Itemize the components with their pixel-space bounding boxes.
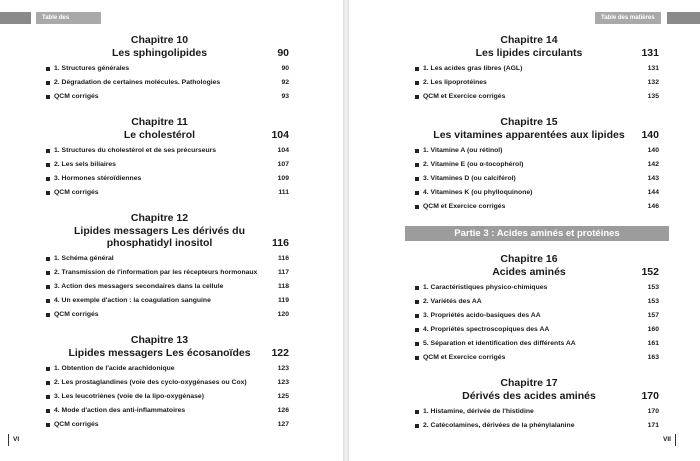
toc-entry-page: 143 bbox=[647, 175, 659, 182]
toc-entry[interactable] bbox=[415, 186, 659, 200]
toc-right bbox=[415, 34, 659, 445]
toc-entry-page: 123 bbox=[277, 379, 289, 386]
toc-entry-label: 3. Propriétés acido-basiques des AA bbox=[423, 312, 541, 319]
toc-entry-page: 142 bbox=[647, 161, 659, 168]
page-number: VI bbox=[8, 434, 19, 446]
toc-entry-page: 93 bbox=[281, 93, 289, 100]
toc-entry[interactable] bbox=[46, 280, 289, 294]
chapter-page-number: 131 bbox=[641, 47, 659, 59]
toc-entry-label: QCM et Exercice corrigés bbox=[423, 203, 506, 210]
chapter-number: Chapitre 11 bbox=[131, 116, 188, 128]
chapter-number: Chapitre 14 bbox=[500, 34, 558, 46]
toc-entry-page: 170 bbox=[647, 408, 659, 415]
toc-entry-page: 107 bbox=[277, 161, 289, 168]
toc-entry[interactable] bbox=[46, 144, 289, 158]
chapter-number: Chapitre 15 bbox=[500, 116, 558, 128]
toc-entry-label: QCM corrigés bbox=[54, 421, 99, 428]
toc-entry[interactable] bbox=[46, 76, 289, 90]
chapter-title-row bbox=[415, 390, 659, 402]
toc-entry-page: 132 bbox=[647, 79, 659, 86]
toc-entry-page: 153 bbox=[647, 284, 659, 291]
toc-entry-page: 92 bbox=[281, 79, 289, 86]
toc-entry-page: 118 bbox=[278, 283, 289, 290]
chapter-section bbox=[415, 116, 659, 214]
chapter-page-number: 170 bbox=[641, 390, 659, 402]
toc-entry-label: 4. Propriétés spectroscopiques des AA bbox=[423, 326, 550, 333]
chapter-section bbox=[46, 34, 289, 104]
toc-entry[interactable] bbox=[415, 281, 659, 295]
toc-entry-page: 163 bbox=[647, 354, 659, 361]
toc-entry[interactable] bbox=[415, 337, 659, 351]
toc-entry-label: 1. Schéma général bbox=[54, 255, 114, 262]
toc-entry-label: 1. Structures du cholestérol et de ses précurseurs bbox=[54, 147, 217, 154]
toc-entry-page: 104 bbox=[277, 147, 289, 154]
chapter-title-row bbox=[415, 47, 659, 59]
toc-entry-label: 2. Les prostaglandines (voie des cyclo-oxygénases ou Cox) bbox=[54, 379, 247, 386]
chapter-section bbox=[46, 212, 289, 322]
chapter-section bbox=[46, 334, 289, 432]
toc-entry[interactable] bbox=[46, 62, 289, 76]
toc-entry-page: 111 bbox=[278, 189, 289, 196]
chapter-title: Lipides messagers Les dérivés du bbox=[74, 225, 245, 237]
toc-entry-page: 119 bbox=[278, 297, 289, 304]
toc-entry[interactable] bbox=[415, 158, 659, 172]
chapter-page-number: 90 bbox=[277, 47, 289, 59]
toc-entry-label: QCM et Exercice corrigés bbox=[423, 354, 506, 361]
toc-entry[interactable] bbox=[415, 419, 659, 433]
chapter-title: Le cholestérol bbox=[123, 129, 196, 141]
toc-left bbox=[46, 34, 289, 444]
toc-entry[interactable] bbox=[46, 186, 289, 200]
toc-entry[interactable] bbox=[415, 76, 659, 90]
toc-entry[interactable] bbox=[415, 62, 659, 76]
toc-entry-page: 123 bbox=[277, 365, 289, 372]
chapter-section bbox=[415, 34, 659, 104]
toc-entry-label: 3. Hormones stéroïdiennes bbox=[54, 175, 142, 182]
toc-entry-page: 116 bbox=[278, 255, 289, 262]
toc-entry-page: 127 bbox=[277, 421, 289, 428]
chapter-page-number: 140 bbox=[641, 129, 659, 141]
toc-entry-label: 5. Séparation et identification des différents AA bbox=[423, 340, 576, 347]
toc-entry[interactable] bbox=[415, 200, 659, 214]
chapter-page-number: 116 bbox=[272, 237, 289, 249]
chapter-title-row bbox=[46, 347, 289, 359]
toc-entry[interactable] bbox=[46, 404, 289, 418]
toc-entry-label: QCM et Exercice corrigés bbox=[423, 93, 506, 100]
toc-entry[interactable] bbox=[415, 172, 659, 186]
toc-entry-page: 140 bbox=[647, 147, 659, 154]
toc-entry[interactable] bbox=[46, 158, 289, 172]
chapter-number: Chapitre 13 bbox=[130, 334, 189, 346]
chapter-section bbox=[46, 116, 289, 200]
toc-entry-label: 2. Les lipoprotéines bbox=[423, 79, 487, 86]
chapter-title-row bbox=[46, 237, 289, 249]
toc-entry-page: 160 bbox=[647, 326, 659, 333]
toc-entry[interactable] bbox=[46, 418, 289, 432]
toc-entry[interactable] bbox=[46, 172, 289, 186]
toc-entry-page: 109 bbox=[277, 175, 289, 182]
chapter-page-number: 152 bbox=[641, 266, 659, 278]
toc-entry[interactable] bbox=[46, 90, 289, 104]
chapter-title-row bbox=[415, 266, 659, 278]
toc-entry[interactable] bbox=[46, 294, 289, 308]
toc-entry-label: 2. Transmission de l'information par les récepteurs hormonaux bbox=[54, 269, 258, 276]
chapter-title: phosphatidyl inositol bbox=[106, 237, 213, 249]
chapter-number: Chapitre 10 bbox=[130, 34, 189, 46]
chapter-number: Chapitre 16 bbox=[500, 253, 558, 265]
chapter-title-row bbox=[46, 129, 289, 141]
chapter-title-row bbox=[46, 47, 289, 59]
toc-entry-label: 1. Histamine, dérivée de l'histidine bbox=[423, 408, 534, 415]
toc-entry-page: 125 bbox=[277, 393, 289, 400]
chapter-title: Lipides messagers Les écosanoïdes bbox=[68, 347, 251, 359]
toc-entry-page: 126 bbox=[277, 407, 289, 414]
chapter-title: Les lipides circulants bbox=[475, 47, 583, 59]
toc-entry-page: 161 bbox=[647, 340, 659, 347]
toc-entry-label: 1. Vitamine A (ou rétinol) bbox=[423, 147, 503, 154]
toc-entry-page: 90 bbox=[281, 65, 289, 72]
chapter-title: Acides aminés bbox=[492, 266, 566, 278]
toc-entry-label: 2. Variétés des AA bbox=[423, 298, 482, 305]
chapter-title: Les sphingolipides bbox=[111, 47, 208, 59]
part-banner: Partie 3 : Acides aminés et protéines bbox=[405, 226, 669, 241]
chapter-page-number: 104 bbox=[271, 129, 289, 141]
page-number: VII bbox=[663, 434, 676, 446]
chapter-title-row bbox=[415, 129, 659, 141]
toc-entry-label: 4. Vitamines K (ou phylloquinone) bbox=[423, 189, 533, 196]
toc-entry-label: 4. Un exemple d'action : la coagulation sanguine bbox=[54, 297, 211, 304]
toc-entry-page: 171 bbox=[647, 422, 659, 429]
toc-entry[interactable] bbox=[415, 323, 659, 337]
toc-entry-page: 131 bbox=[647, 65, 659, 72]
chapter-title: Les vitamines apparentées aux lipides bbox=[433, 129, 625, 141]
toc-entry-page: 135 bbox=[647, 93, 659, 100]
header-tab-decoration bbox=[667, 12, 700, 24]
toc-entry-label: 2. Dégradation de certaines molécules. Pathologies bbox=[54, 79, 221, 86]
running-header: Table des matières bbox=[595, 12, 661, 24]
toc-entry-page: 120 bbox=[277, 311, 289, 318]
toc-entry-label: 1. Caractéristiques physico-chimiques bbox=[423, 284, 548, 291]
toc-entry-label: 2. Catécolamines, dérivées de la phénylalanine bbox=[423, 422, 575, 429]
toc-entry-label: QCM corrigés bbox=[54, 311, 99, 318]
toc-entry[interactable] bbox=[415, 295, 659, 309]
toc-entry-page: 117 bbox=[278, 269, 289, 276]
toc-entry-label: 3. Action des messagers secondaires dans la cellule bbox=[54, 283, 224, 290]
toc-entry-label: 1. Les acides gras libres (AGL) bbox=[423, 65, 523, 72]
toc-entry-label: 2. Vitamine E (ou α-tocophérol) bbox=[423, 161, 524, 168]
chapter-section bbox=[415, 377, 659, 433]
toc-entry-page: 144 bbox=[647, 189, 659, 196]
chapter-number: Chapitre 17 bbox=[500, 377, 558, 389]
toc-entry-page: 146 bbox=[647, 203, 659, 210]
toc-entry[interactable] bbox=[46, 376, 289, 390]
toc-entry-label: 3. Vitamines D (ou calciférol) bbox=[423, 175, 516, 182]
toc-entry[interactable] bbox=[415, 309, 659, 323]
toc-entry-label: 1. Obtention de l'acide arachidonique bbox=[54, 365, 175, 372]
left-page bbox=[0, 0, 343, 461]
toc-entry[interactable] bbox=[46, 362, 289, 376]
toc-entry-page: 153 bbox=[647, 298, 659, 305]
toc-entry-label: 1. Structures générales bbox=[54, 65, 130, 72]
toc-entry-label: QCM corrigés bbox=[54, 189, 99, 196]
toc-entry-page: 157 bbox=[647, 312, 659, 319]
chapter-number: Chapitre 12 bbox=[130, 212, 189, 224]
toc-entry[interactable] bbox=[415, 90, 659, 104]
toc-entry[interactable] bbox=[46, 252, 289, 266]
toc-entry-label: 2. Les sels biliaires bbox=[54, 161, 116, 168]
toc-entry-label: 4. Mode d'action des anti-inflammatoires bbox=[54, 407, 186, 414]
toc-entry[interactable] bbox=[415, 144, 659, 158]
right-page bbox=[349, 0, 700, 461]
chapter-title-row bbox=[46, 225, 289, 237]
toc-entry[interactable] bbox=[46, 390, 289, 404]
chapter-title: Dérivés des acides aminés bbox=[462, 390, 596, 402]
toc-entry[interactable] bbox=[415, 405, 659, 419]
chapter-section bbox=[415, 253, 659, 365]
toc-entry[interactable] bbox=[415, 351, 659, 365]
header-tab-decoration bbox=[0, 12, 31, 24]
toc-entry[interactable] bbox=[46, 308, 289, 322]
toc-entry-label: QCM corrigés bbox=[54, 93, 99, 100]
chapter-page-number: 122 bbox=[271, 347, 289, 359]
toc-entry-label: 3. Les leucotriènes (voie de la lipo-oxygénase) bbox=[54, 393, 204, 400]
toc-entry[interactable] bbox=[46, 266, 289, 280]
running-header: Table des matières bbox=[36, 12, 101, 24]
